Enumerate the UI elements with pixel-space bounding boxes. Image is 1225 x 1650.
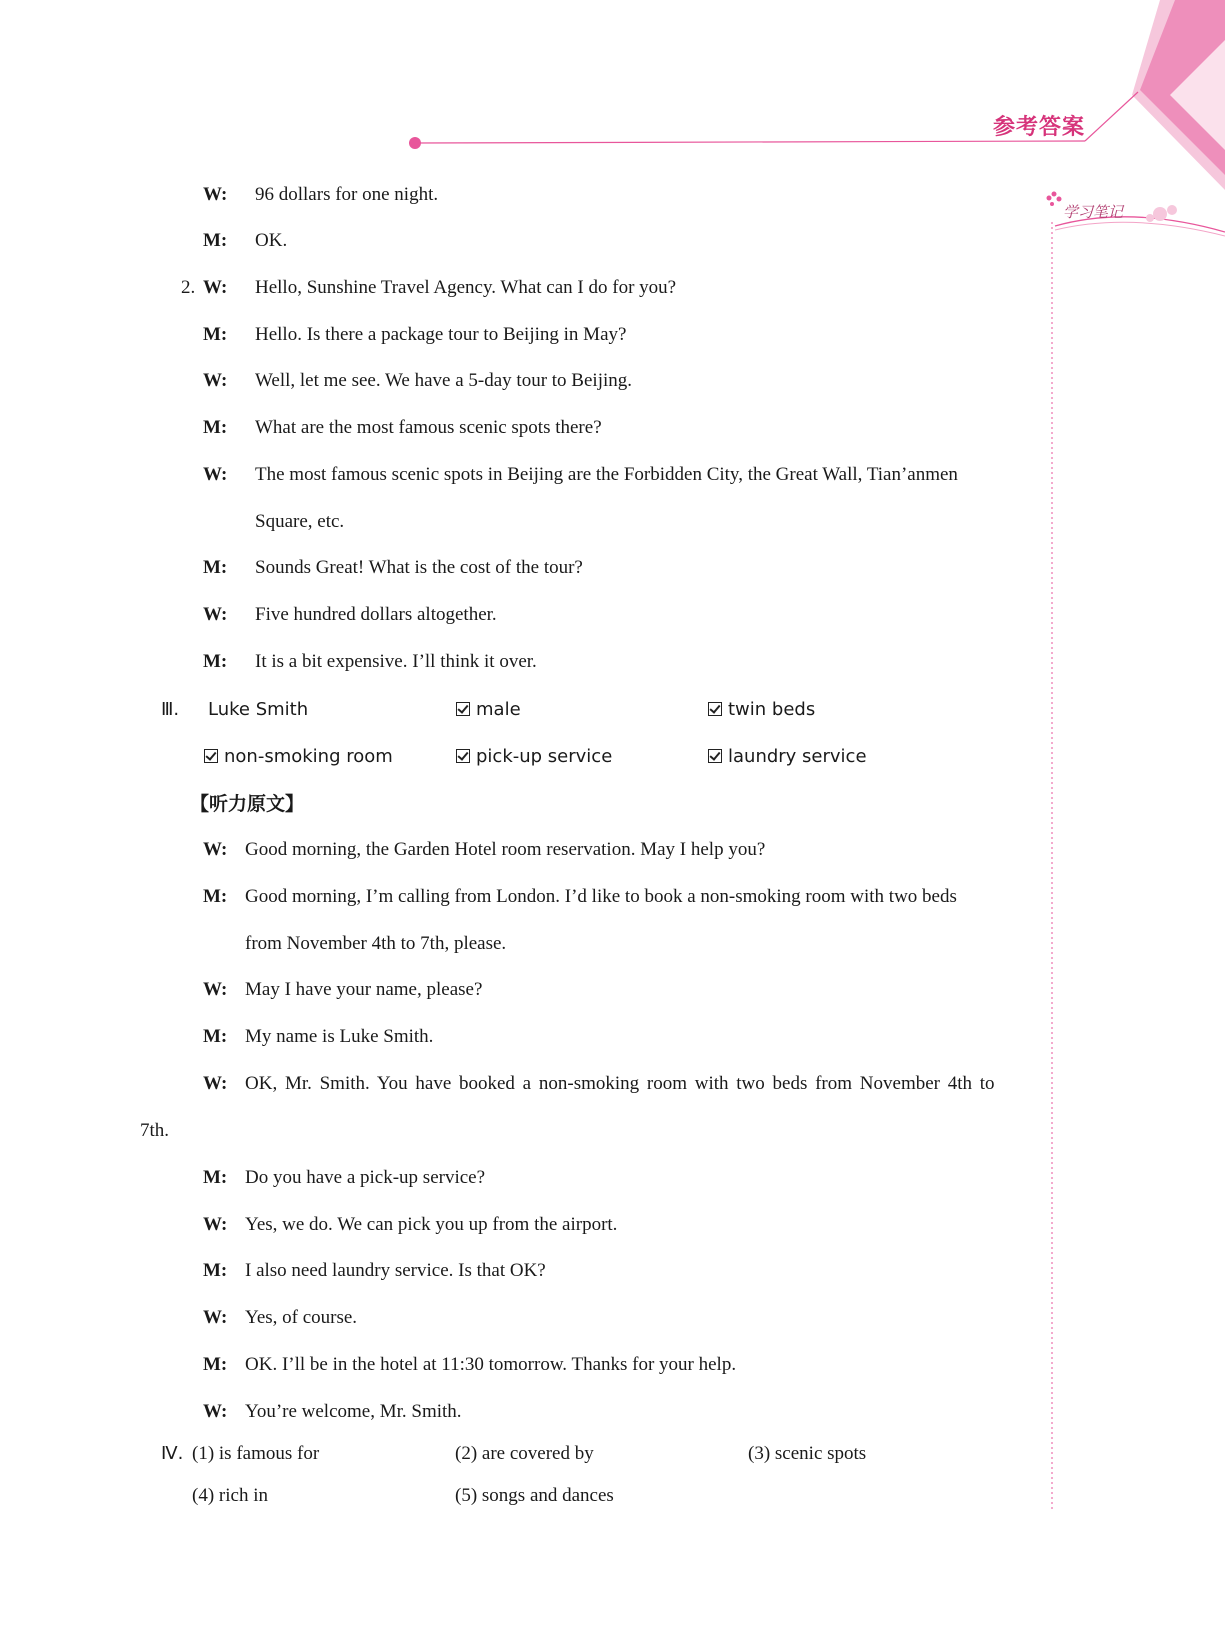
- dialogue-text: 96 dollars for one night.: [255, 184, 439, 205]
- checkbox-checked-icon: [708, 749, 722, 763]
- answer-item: (1) is famous for: [192, 1443, 320, 1464]
- speaker-label: M:: [203, 557, 228, 578]
- answer-check: non-smoking room: [204, 745, 393, 769]
- speaker-label: M:: [203, 1167, 228, 1188]
- speaker-label: M:: [203, 1354, 228, 1375]
- speaker-label: W:: [203, 1214, 228, 1235]
- dialogue-text: Hello, Sunshine Travel Agency. What can I do for you?: [255, 277, 677, 298]
- speaker-label: W:: [203, 370, 228, 391]
- answer-item: (3) scenic spots: [748, 1443, 867, 1464]
- answer-check: male: [456, 698, 521, 722]
- section-numeral: Ⅲ.: [161, 699, 180, 720]
- dialogue-text: Good morning, the Garden Hotel room reservation. May I help you?: [245, 839, 766, 860]
- speaker-label: W:: [203, 464, 228, 485]
- speaker-label: W:: [203, 604, 228, 625]
- answer-name: Luke Smith: [208, 699, 309, 720]
- speaker-label: M:: [203, 324, 228, 345]
- speaker-label: M:: [203, 1026, 228, 1047]
- dialogue-text: Good morning, I’m calling from London. I’d like to book a non-smoking room with two beds: [245, 886, 957, 907]
- dialogue-text: Square, etc.: [255, 511, 345, 532]
- dialogue-text: OK. I’ll be in the hotel at 11:30 tomorrow. Thanks for your help.: [245, 1354, 737, 1375]
- answer-check: laundry service: [708, 745, 867, 769]
- answer-item: (4) rich in: [192, 1485, 268, 1506]
- dialogue-text: Sounds Great! What is the cost of the tour?: [255, 557, 583, 578]
- section-numeral: Ⅳ.: [161, 1443, 184, 1464]
- speaker-label: M:: [203, 886, 228, 907]
- speaker-label: M:: [203, 230, 228, 251]
- checkbox-checked-icon: [204, 749, 218, 763]
- speaker-label: W:: [203, 1307, 228, 1328]
- speaker-label: M:: [203, 1260, 228, 1281]
- dialogue-text: What are the most famous scenic spots there?: [255, 417, 602, 438]
- dialogue-text: Yes, we do. We can pick you up from the airport.: [245, 1214, 618, 1235]
- speaker-label: W:: [203, 839, 228, 860]
- dialogue-text: from November 4th to 7th, please.: [245, 933, 507, 954]
- answer-check: pick-up service: [456, 745, 612, 769]
- dialogue-text: The most famous scenic spots in Beijing are the Forbidden City, the Great Wall, Tian’anmen: [255, 464, 958, 485]
- speaker-label: W:: [203, 1073, 228, 1094]
- dialogue-text: OK, Mr. Smith. You have booked a non-smoking room with two beds from November 4th to: [245, 1073, 995, 1094]
- dialogue-text: You’re welcome, Mr. Smith.: [245, 1401, 462, 1422]
- dialogue-text: I also need laundry service. Is that OK?: [245, 1260, 546, 1281]
- study-notes-label: 学习笔记: [1063, 203, 1124, 221]
- speaker-label: W:: [203, 1401, 228, 1422]
- dialogue-text: OK.: [255, 230, 288, 251]
- item-number: 2.: [181, 277, 196, 298]
- dialogue-text: May I have your name, please?: [245, 979, 483, 1000]
- speaker-label: M:: [203, 417, 228, 438]
- checkbox-checked-icon: [456, 749, 470, 763]
- transcript-heading: 【听力原文】: [190, 793, 305, 815]
- speaker-label: M:: [203, 651, 228, 672]
- dialogue-text: My name is Luke Smith.: [245, 1026, 434, 1047]
- checkbox-checked-icon: [708, 702, 722, 716]
- answer-item: (5) songs and dances: [455, 1485, 614, 1506]
- dialogue-text: Hello. Is there a package tour to Beijing in May?: [255, 324, 627, 345]
- speaker-label: W:: [203, 979, 228, 1000]
- dialogue-text: It is a bit expensive. I’ll think it over.: [255, 651, 537, 672]
- dialogue-text: Five hundred dollars altogether.: [255, 604, 497, 625]
- checkbox-checked-icon: [456, 702, 470, 716]
- answer-item: (2) are covered by: [455, 1443, 594, 1464]
- answer-check: twin beds: [708, 698, 815, 722]
- speaker-label: W:: [203, 277, 228, 298]
- dialogue-text: 7th.: [140, 1120, 170, 1141]
- speaker-label: W:: [203, 184, 228, 205]
- dialogue-text: Do you have a pick-up service?: [245, 1167, 486, 1188]
- dialogue-text: Well, let me see. We have a 5-day tour to Beijing.: [255, 370, 633, 391]
- page-title: 参考答案: [993, 115, 1086, 140]
- dialogue-text: Yes, of course.: [245, 1307, 358, 1328]
